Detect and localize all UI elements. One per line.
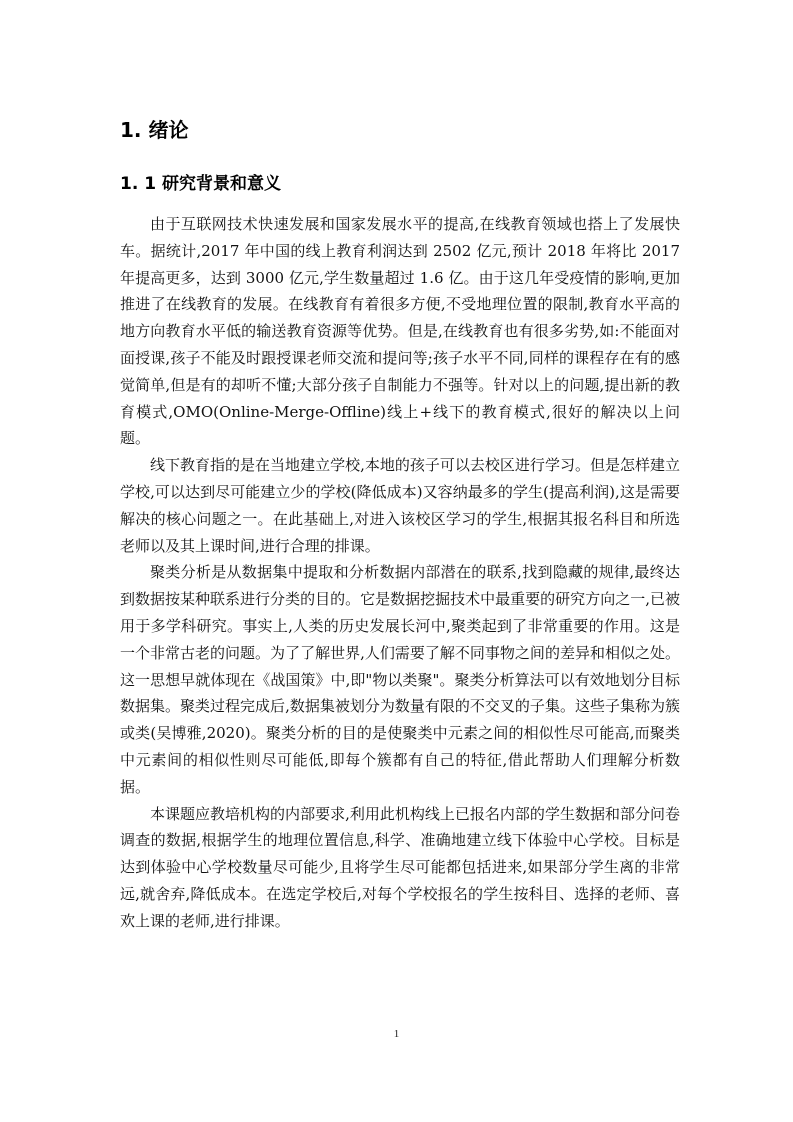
page-number: 1 bbox=[393, 1028, 400, 1040]
body-text bbox=[120, 211, 680, 935]
paragraph-2: 线下教育指的是在当地建立学校,本地的孩子可以去校区进行学习。但是怎样建立学校,可以达到尽可能建立少的学校(降低成本)又容纳最多的学生(提高利润),这是需要解决的核心问题之一。在此基础上,对进入该校区学习的学生,根据其报名科目和所选老师以及其上课时间,进行合理的排课。 bbox=[120, 456, 680, 555]
chapter-heading: 1. 绪论 bbox=[120, 118, 189, 142]
paragraph-3: 聚类分析是从数据集中提取和分析数据内部潜在的联系,找到隐藏的规律,最终达到数据按某种联系进行分类的目的。它是数据挖掘技术中最重要的研究方向之一,已被用于多学科研究。事实上,人类的历史发展长河中,聚类起到了非常重要的作用。这是一个非常古老的问题。为了了解世界,人们需要了解不同事物之间的差异和相似之处。这一思想早就体现在《战国策》中,即"物以类聚"。聚类分析算法可以有效地划分目标数据集。聚类过程完成后,数据集被划分为数量有限的不交叉的子集。这些子集称为簇或类(吴博雅,2020)。聚类分析的目的是使聚类中元素之间的相似性尽可能高,而聚类中元素间的相似性则尽可能低,即每个簇都有自己的特征,借此帮助人们理解分析数据。 bbox=[120, 563, 680, 796]
section-heading: 1. 1 研究背景和意义 bbox=[120, 174, 281, 194]
paragraph-1: 由于互联网技术快速发展和国家发展水平的提高,在线教育领域也搭上了发展快车。据统计,2017 年中国的线上教育利润达到 2502 亿元,预计 2018 年将比 2017 年提高更多，达到 3000 亿元,学生数量超过 1.6 亿。由于这几年受疫情的影响,更加推进了在线教育的发展。在线教育有着很多方便,不受地理位置的限制,教育水平高的地方向教育水平低的输送教育资源等优势。但是,在线教育也有很多劣势,如:不能面对面授课,孩子不能及时跟授课老师交流和提问等;孩子水平不同,同样的课程存在有的感觉简单,但是有的却听不懂;大部分孩子自制能力不强等。针对以上的问题,提出新的教育模式,OMO(Online-Merge-Offline)线上+线下的教育模式,很好的解决以上问题。 bbox=[120, 215, 680, 448]
paragraph-4: 本课题应教培机构的内部要求,利用此机构线上已报名内部的学生数据和部分问卷调查的数据,根据学生的地理位置信息,科学、准确地建立线下体验中心学校。目标是达到体验中心学校数量尽可能少,且将学生尽可能都包括进来,如果部分学生离的非常远,就舍弃,降低成本。在选定学校后,对每个学校报名的学生按科目、选择的老师、喜欢上课的老师,进行排课。 bbox=[120, 804, 680, 930]
